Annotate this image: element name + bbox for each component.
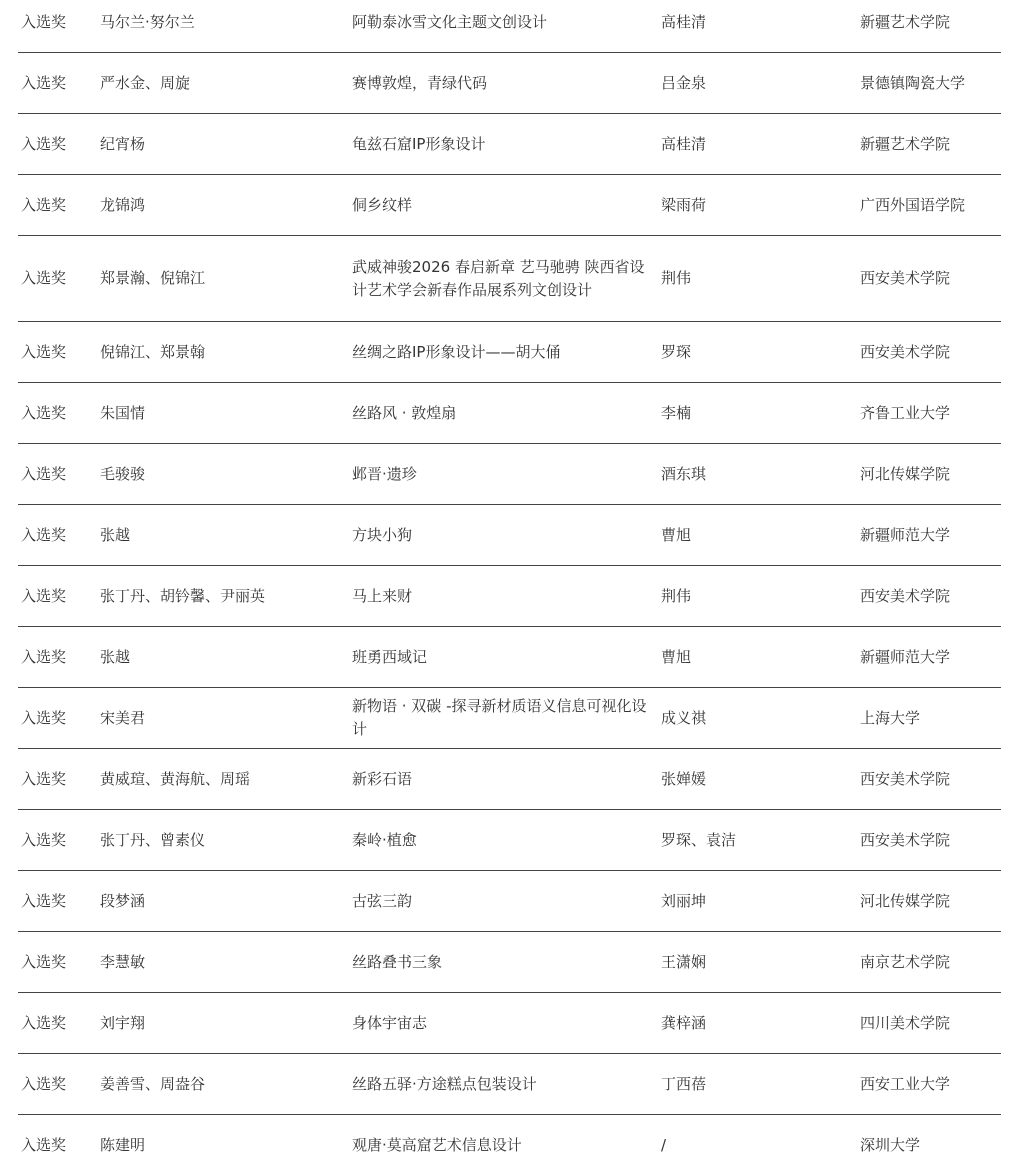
- awards-table: [18, 0, 1001, 1175]
- author-cell-text: 宋美君: [100, 709, 145, 727]
- awards-table-body: [18, 0, 1001, 1175]
- author-cell: [97, 322, 349, 383]
- work-title-cell: [349, 0, 658, 53]
- work-title-cell-text: 古弦三韵: [352, 890, 658, 913]
- advisor-cell-text: 吕金泉: [661, 74, 706, 92]
- school-cell: [857, 0, 1001, 53]
- school-cell: [857, 1115, 1001, 1175]
- award-cell-text: 入选奖: [21, 1014, 66, 1032]
- advisor-cell: [658, 749, 857, 810]
- award-cell: [18, 53, 97, 114]
- author-cell: [97, 444, 349, 505]
- table-row: [18, 810, 1001, 871]
- school-cell-text: 新疆师范大学: [860, 648, 950, 666]
- author-cell-text: 张丁丹、胡钤馨、尹丽英: [100, 587, 265, 605]
- author-cell-text: 张越: [100, 648, 130, 666]
- school-cell: [857, 114, 1001, 175]
- work-title-cell-text: 丝路五驿·方途糕点包装设计: [352, 1073, 658, 1096]
- award-cell: [18, 627, 97, 688]
- advisor-cell: [658, 871, 857, 932]
- award-cell-text: 入选奖: [21, 404, 66, 422]
- author-cell-text: 纪宵杨: [100, 135, 145, 153]
- advisor-cell-text: 王潇娴: [661, 953, 706, 971]
- award-cell: [18, 236, 97, 322]
- award-cell-text: 入选奖: [21, 831, 66, 849]
- author-cell: [97, 932, 349, 993]
- author-cell: [97, 175, 349, 236]
- table-row: [18, 627, 1001, 688]
- work-title-cell: [349, 114, 658, 175]
- award-cell-text: 入选奖: [21, 709, 66, 727]
- table-row: [18, 114, 1001, 175]
- award-cell: [18, 993, 97, 1054]
- award-cell: [18, 1054, 97, 1115]
- work-title-cell: [349, 1115, 658, 1175]
- advisor-cell-text: 高桂清: [661, 13, 706, 31]
- school-cell: [857, 505, 1001, 566]
- advisor-cell-text: 李楠: [661, 404, 691, 422]
- author-cell: [97, 383, 349, 444]
- table-row: [18, 175, 1001, 236]
- work-title-cell-text: 秦岭·植愈: [352, 829, 658, 852]
- advisor-cell: [658, 566, 857, 627]
- author-cell-text: 陈建明: [100, 1136, 145, 1154]
- school-cell-text: 南京艺术学院: [860, 953, 950, 971]
- work-title-cell: [349, 322, 658, 383]
- author-cell: [97, 566, 349, 627]
- author-cell-text: 李慧敏: [100, 953, 145, 971]
- author-cell-text: 刘宇翔: [100, 1014, 145, 1032]
- school-cell: [857, 566, 1001, 627]
- author-cell: [97, 1115, 349, 1175]
- work-title-cell-text: 侗乡纹样: [352, 194, 658, 217]
- advisor-cell: [658, 505, 857, 566]
- author-cell-text: 严水金、周旋: [100, 74, 190, 92]
- award-cell-text: 入选奖: [21, 465, 66, 483]
- work-title-cell: [349, 175, 658, 236]
- advisor-cell: [658, 114, 857, 175]
- advisor-cell: [658, 1054, 857, 1115]
- school-cell-text: 西安美术学院: [860, 831, 950, 849]
- school-cell: [857, 444, 1001, 505]
- author-cell: [97, 810, 349, 871]
- award-cell-text: 入选奖: [21, 587, 66, 605]
- school-cell-text: 深圳大学: [860, 1136, 920, 1154]
- advisor-cell: [658, 1115, 857, 1175]
- advisor-cell: [658, 688, 857, 749]
- school-cell: [857, 53, 1001, 114]
- work-title-cell-text: 观唐·莫高窟艺术信息设计: [352, 1134, 658, 1157]
- school-cell: [857, 810, 1001, 871]
- award-cell-text: 入选奖: [21, 196, 66, 214]
- author-cell-text: 姜善雪、周盎谷: [100, 1075, 205, 1093]
- table-row: [18, 53, 1001, 114]
- work-title-cell: [349, 505, 658, 566]
- school-cell: [857, 1054, 1001, 1115]
- advisor-cell: [658, 383, 857, 444]
- school-cell-text: 河北传媒学院: [860, 465, 950, 483]
- work-title-cell-text: 丝路风 · 敦煌扇: [352, 402, 658, 425]
- award-cell-text: 入选奖: [21, 892, 66, 910]
- award-cell: [18, 175, 97, 236]
- school-cell: [857, 688, 1001, 749]
- advisor-cell-text: 罗琛: [661, 343, 691, 361]
- work-title-cell-text: 邺晋·遗珍: [352, 463, 658, 486]
- work-title-cell-text: 龟兹石窟IP形象设计: [352, 133, 658, 156]
- advisor-cell: [658, 175, 857, 236]
- table-row: [18, 1115, 1001, 1175]
- award-cell-text: 入选奖: [21, 74, 66, 92]
- advisor-cell-text: 荆伟: [661, 587, 691, 605]
- work-title-cell: [349, 383, 658, 444]
- award-cell-text: 入选奖: [21, 135, 66, 153]
- table-row: [18, 688, 1001, 749]
- school-cell: [857, 993, 1001, 1054]
- work-title-cell-text: 身体宇宙志: [352, 1012, 658, 1035]
- award-cell: [18, 749, 97, 810]
- table-row: [18, 749, 1001, 810]
- author-cell: [97, 993, 349, 1054]
- table-row: [18, 1054, 1001, 1115]
- school-cell: [857, 627, 1001, 688]
- author-cell: [97, 688, 349, 749]
- work-title-cell: [349, 932, 658, 993]
- table-row: [18, 236, 1001, 322]
- school-cell: [857, 749, 1001, 810]
- work-title-cell: [349, 627, 658, 688]
- award-cell: [18, 505, 97, 566]
- work-title-cell-text: 马上来财: [352, 585, 658, 608]
- advisor-cell-text: 龚梓涵: [661, 1014, 706, 1032]
- school-cell-text: 景德镇陶瓷大学: [860, 74, 965, 92]
- advisor-cell-text: 荆伟: [661, 269, 691, 287]
- table-row: [18, 566, 1001, 627]
- award-cell-text: 入选奖: [21, 953, 66, 971]
- advisor-cell-text: 张婵媛: [661, 770, 706, 788]
- advisor-cell: [658, 810, 857, 871]
- table-row: [18, 993, 1001, 1054]
- advisor-cell: [658, 627, 857, 688]
- advisor-cell-text: 成义祺: [661, 709, 706, 727]
- author-cell: [97, 114, 349, 175]
- advisor-cell: [658, 932, 857, 993]
- author-cell-text: 倪锦江、郑景翰: [100, 343, 205, 361]
- school-cell: [857, 236, 1001, 322]
- school-cell-text: 广西外国语学院: [860, 196, 965, 214]
- award-cell: [18, 932, 97, 993]
- author-cell: [97, 236, 349, 322]
- school-cell-text: 西安美术学院: [860, 587, 950, 605]
- award-cell-text: 入选奖: [21, 1136, 66, 1154]
- advisor-cell-text: 高桂清: [661, 135, 706, 153]
- work-title-cell-text: 班勇西域记: [352, 646, 658, 669]
- work-title-cell-text: 新彩石语: [352, 768, 658, 791]
- school-cell: [857, 871, 1001, 932]
- school-cell-text: 新疆艺术学院: [860, 13, 950, 31]
- school-cell-text: 齐鲁工业大学: [860, 404, 950, 422]
- advisor-cell-text: 梁雨荷: [661, 196, 706, 214]
- award-cell: [18, 114, 97, 175]
- school-cell: [857, 175, 1001, 236]
- award-cell-text: 入选奖: [21, 343, 66, 361]
- award-cell-text: 入选奖: [21, 13, 66, 31]
- work-title-cell-text: 阿勒泰冰雪文化主题文创设计: [352, 11, 658, 34]
- award-cell-text: 入选奖: [21, 770, 66, 788]
- author-cell-text: 张丁丹、曾素仪: [100, 831, 205, 849]
- work-title-cell: [349, 993, 658, 1054]
- author-cell-text: 张越: [100, 526, 130, 544]
- author-cell: [97, 505, 349, 566]
- author-cell: [97, 1054, 349, 1115]
- advisor-cell: [658, 236, 857, 322]
- author-cell-text: 黄威瑄、黄海航、周瑶: [100, 770, 250, 788]
- award-cell: [18, 322, 97, 383]
- school-cell-text: 四川美术学院: [860, 1014, 950, 1032]
- author-cell: [97, 0, 349, 53]
- work-title-cell: [349, 1054, 658, 1115]
- advisor-cell-text: 丁西蓓: [661, 1075, 706, 1093]
- school-cell-text: 河北传媒学院: [860, 892, 950, 910]
- award-cell: [18, 566, 97, 627]
- work-title-cell: [349, 871, 658, 932]
- table-row: [18, 322, 1001, 383]
- advisor-cell-text: 罗琛、袁洁: [661, 831, 736, 849]
- work-title-cell-text: 新物语 · 双碳 -探寻新材质语义信息可视化设计: [352, 695, 658, 741]
- work-title-cell: [349, 810, 658, 871]
- award-cell-text: 入选奖: [21, 648, 66, 666]
- table-row: [18, 505, 1001, 566]
- advisor-cell-text: 酒东琪: [661, 465, 706, 483]
- author-cell-text: 朱国情: [100, 404, 145, 422]
- school-cell: [857, 322, 1001, 383]
- award-cell: [18, 383, 97, 444]
- work-title-cell-text: 武威神骏2026 春启新章 艺马驰骋 陕西省设计艺术学会新春作品展系列文创设计: [352, 256, 658, 302]
- school-cell-text: 西安工业大学: [860, 1075, 950, 1093]
- award-cell: [18, 688, 97, 749]
- advisor-cell-text: 刘丽坤: [661, 892, 706, 910]
- work-title-cell-text: 丝绸之路IP形象设计——胡大俑: [352, 341, 658, 364]
- author-cell: [97, 627, 349, 688]
- table-row: [18, 871, 1001, 932]
- advisor-cell-text: /: [661, 1136, 666, 1154]
- advisor-cell-text: 曹旭: [661, 648, 691, 666]
- award-cell-text: 入选奖: [21, 1075, 66, 1093]
- work-title-cell: [349, 444, 658, 505]
- author-cell-text: 郑景瀚、倪锦江: [100, 269, 205, 287]
- advisor-cell: [658, 993, 857, 1054]
- author-cell: [97, 749, 349, 810]
- work-title-cell: [349, 236, 658, 322]
- work-title-cell: [349, 749, 658, 810]
- advisor-cell: [658, 0, 857, 53]
- author-cell-text: 段梦涵: [100, 892, 145, 910]
- school-cell-text: 上海大学: [860, 709, 920, 727]
- award-cell-text: 入选奖: [21, 526, 66, 544]
- school-cell-text: 西安美术学院: [860, 770, 950, 788]
- award-cell: [18, 871, 97, 932]
- award-cell-text: 入选奖: [21, 269, 66, 287]
- table-row: [18, 383, 1001, 444]
- school-cell-text: 西安美术学院: [860, 269, 950, 287]
- table-row: [18, 0, 1001, 53]
- school-cell-text: 新疆艺术学院: [860, 135, 950, 153]
- award-cell: [18, 810, 97, 871]
- school-cell-text: 西安美术学院: [860, 343, 950, 361]
- work-title-cell-text: 方块小狗: [352, 524, 658, 547]
- work-title-cell: [349, 53, 658, 114]
- work-title-cell: [349, 566, 658, 627]
- author-cell: [97, 871, 349, 932]
- award-cell: [18, 0, 97, 53]
- advisor-cell: [658, 444, 857, 505]
- author-cell: [97, 53, 349, 114]
- table-row: [18, 932, 1001, 993]
- advisor-cell: [658, 322, 857, 383]
- work-title-cell-text: 赛博敦煌，青绿代码: [352, 72, 658, 95]
- advisor-cell: [658, 53, 857, 114]
- school-cell-text: 新疆师范大学: [860, 526, 950, 544]
- award-cell: [18, 444, 97, 505]
- school-cell: [857, 383, 1001, 444]
- award-cell: [18, 1115, 97, 1175]
- advisor-cell-text: 曹旭: [661, 526, 691, 544]
- work-title-cell: [349, 688, 658, 749]
- work-title-cell-text: 丝路叠书三象: [352, 951, 658, 974]
- author-cell-text: 毛骏骏: [100, 465, 145, 483]
- author-cell-text: 龙锦鸿: [100, 196, 145, 214]
- table-row: [18, 444, 1001, 505]
- school-cell: [857, 932, 1001, 993]
- author-cell-text: 马尔兰·努尔兰: [100, 13, 195, 31]
